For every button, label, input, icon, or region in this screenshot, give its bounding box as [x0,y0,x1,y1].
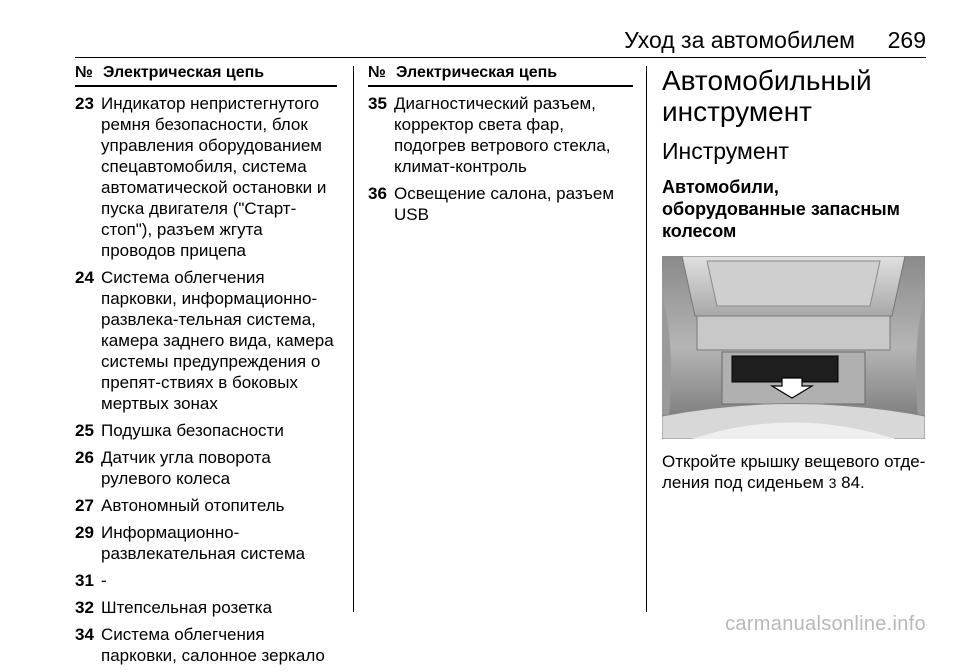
table-row [368,183,633,225]
table-row [368,93,633,177]
table-row [75,570,337,591]
fuse-number: 25 [75,421,94,440]
fuse-table-column-2 [368,64,633,231]
fuse-number: 23 [75,94,94,113]
fuse-number: 27 [75,496,94,515]
circuit-description: Автономный отопитель [101,496,285,515]
table-header-circuit: Электрическая цепь [103,64,265,81]
section-subsubtitle: Автомобили, оборудованные запасным колесом [662,177,900,241]
seat-storage-illustration [662,256,925,439]
table-row [75,495,337,516]
table-header-number: № [368,64,386,81]
page-reference-icon: 3 [828,475,837,491]
page-reference-link[interactable]: 84. [841,473,865,492]
table-row [75,93,337,261]
page-number: 269 [887,27,926,53]
circuit-description: Индикатор непристегнутого ремня безопасности, блок управления оборудованием спецавтомобиля, система автоматической остановки и пуска двигателя ("Старт-стоп"), разъем жгута проводов прицепа [101,94,327,260]
table-header-number: № [75,64,93,81]
fuse-number: 35 [368,94,387,113]
circuit-description: Система облегчения парковки, салонное зеркало [101,625,325,665]
table-row [75,522,337,564]
table-row [75,624,337,666]
fuse-number: 29 [75,523,94,542]
column-divider-2 [646,66,647,612]
tools-section [662,64,926,494]
fuse-number: 36 [368,184,387,203]
fuse-table-column-1 [75,64,337,672]
section-title: Автомобильный инструмент [662,65,872,127]
circuit-description: Система облегчения парковки, информационно-развлека-тельная система, камера заднего вида, камера системы предупреждения о препят-ствиях в боковых мертвых зонах [101,268,334,413]
table-header [75,64,337,87]
table-rows-right [368,93,633,225]
circuit-description: - [101,571,107,590]
circuit-description: Освещение салона, разъем USB [394,184,615,224]
table-header-circuit: Электрическая цепь [396,64,558,81]
figure-caption [662,451,926,494]
fuse-number: 32 [75,598,94,617]
fuse-number: 24 [75,268,94,287]
circuit-description: Информационно-развлекательная система [101,523,306,563]
watermark: carmanualsonline.info [725,613,926,635]
section-subtitle: Инструмент [662,138,789,164]
column-divider-1 [353,66,354,612]
fuse-number: 34 [75,625,94,644]
table-header [368,64,633,87]
caption-text: Откройте крышку вещевого отде-ления под сиденьем [662,452,926,492]
circuit-description: Датчик угла поворота рулевого колеса [101,448,271,488]
table-row [75,420,337,441]
table-row [75,447,337,489]
circuit-description: Диагностический разъем, корректор света фар, подогрев ветрового стекла, климат-контроль [394,94,611,176]
table-row [75,597,337,618]
page-header-title: Уход за автомобилем [624,27,855,53]
fuse-number: 26 [75,448,94,467]
circuit-description: Штепсельная розетка [101,598,273,617]
header-divider [75,57,926,58]
fuse-number: 31 [75,571,94,590]
table-rows-left [75,93,337,666]
table-row [75,267,337,414]
circuit-description: Подушка безопасности [101,421,284,440]
